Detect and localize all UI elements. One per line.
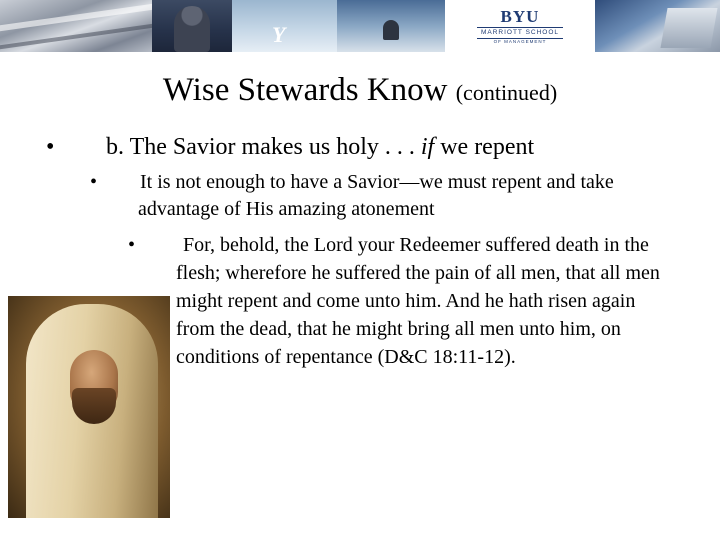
byu-logo-text: BYU (500, 6, 540, 26)
slide-title-suffix: (continued) (455, 80, 558, 105)
bullet3-text: For, behold, the Lord your Redeemer suffered death in the flesh; wherefore he suffered the pain of all men, that all men might repent and come unto him. And he hath risen again from the dead, that he might bring all men unto him, on conditions of repentance (D&C 18:11-12). (176, 234, 660, 368)
bullet-level-1 (46, 131, 696, 163)
bullet-level-2 (90, 169, 674, 223)
bullet1-prefix: b. The Savior makes us holy . . . (106, 134, 421, 160)
banner-photo-bell-tower (337, 0, 445, 52)
bullet-dot: • (90, 171, 98, 193)
bullet1-emphasis: if (420, 134, 435, 160)
banner-photo-statue (152, 0, 232, 52)
bullet2-text: It is not enough to have a Savior—we must repent and take advantage of His amazing atonement (138, 171, 614, 220)
bullet-dot: • (46, 134, 55, 160)
byu-logo (445, 0, 595, 52)
banner-photo-building (595, 0, 720, 52)
savior-portrait (8, 296, 170, 518)
banner-photo-architecture (0, 0, 152, 52)
slide-title-main: Wise Stewards Know (162, 72, 448, 108)
bullet-level-3 (128, 231, 672, 371)
bullet1-suffix: we repent (434, 134, 535, 160)
bullet-dot: • (128, 234, 136, 256)
bell-icon (383, 20, 399, 40)
banner-photo-sky (232, 0, 337, 52)
byu-logo-subtitle2: OF MANAGEMENT (493, 38, 547, 44)
y-mountain-icon: Y (272, 22, 286, 47)
slide-title (0, 70, 720, 113)
byu-logo-subtitle: MARRIOTT SCHOOL (477, 27, 563, 39)
header-banner (0, 0, 720, 52)
statue-image (174, 6, 210, 52)
